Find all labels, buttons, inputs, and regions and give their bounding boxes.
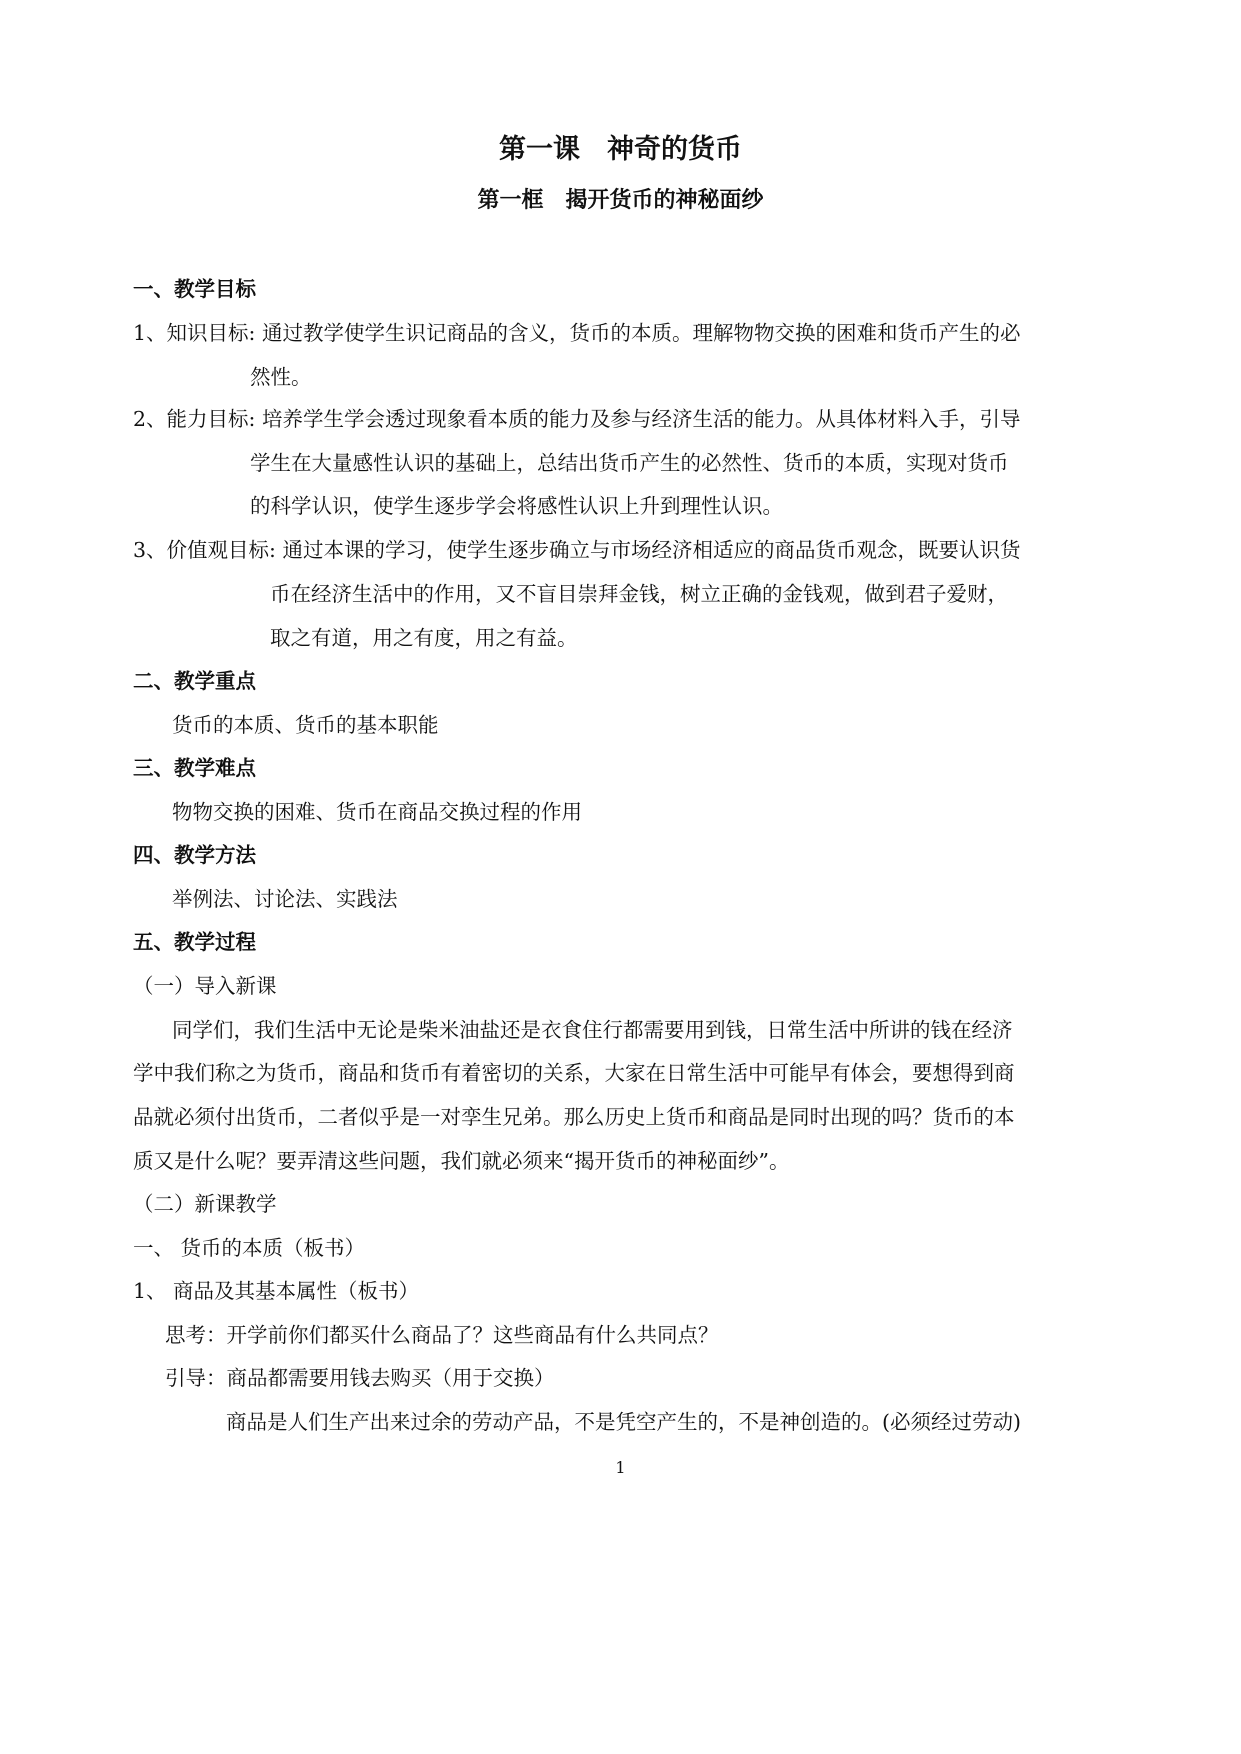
method-text: 举例法、讨论法、实践法 bbox=[172, 887, 398, 911]
new-lesson-heading: （二）新课教学 bbox=[133, 1192, 277, 1216]
think-question: 思考：开学前你们都买什么商品了？这些商品有什么共同点？ bbox=[165, 1323, 719, 1347]
point-commodity-attributes: 1、 商品及其基本属性（板书） bbox=[133, 1279, 420, 1303]
intro-paragraph-line-3: 品就必须付出货币，二者似乎是一对孪生兄弟。那么历史上货币和商品是同时出现的吗？货币的本 bbox=[133, 1105, 1015, 1129]
intro-paragraph-line-4: 质又是什么呢？要弄清这些问题，我们就必须来“揭开货币的神秘面纱”。 bbox=[133, 1149, 790, 1173]
guide-text: 引导：商品都需要用钱去购买（用于交换） bbox=[165, 1366, 555, 1390]
goal-values-line-1: 3、价值观目标: 通过本课的学习，使学生逐步确立与市场经济相适应的商品货币观念，既要认识货 bbox=[133, 538, 1021, 562]
point-money-essence: 一、 货币的本质（板书） bbox=[133, 1236, 366, 1260]
goal-values-line-2: 币在经济生活中的作用，又不盲目崇拜金钱，树立正确的金钱观，做到君子爱财， bbox=[270, 582, 1008, 606]
goal-ability-line-2: 学生在大量感性认识的基础上，总结出货币产生的必然性、货币的本质，实现对货币 bbox=[250, 451, 1009, 475]
goal-ability-line-1: 2、能力目标: 培养学生学会透过现象看本质的能力及参与经济生活的能力。从具体材料入手，引导 bbox=[133, 407, 1021, 431]
goal-knowledge-line-1: 1、知识目标: 通过教学使学生识记商品的含义，货币的本质。理解物物交换的困难和货币产生的必 bbox=[133, 321, 1021, 345]
intro-heading: （一）导入新课 bbox=[133, 974, 277, 998]
page-title: 第一课 神奇的货币 bbox=[499, 134, 742, 165]
section-heading-process: 五、教学过程 bbox=[133, 930, 256, 954]
intro-paragraph-line-2: 学中我们称之为货币，商品和货币有着密切的关系，大家在日常生活中可能早有体会，要想得到商 bbox=[133, 1061, 1015, 1085]
section-heading-method: 四、教学方法 bbox=[133, 843, 256, 867]
intro-paragraph-line-1: 同学们，我们生活中无论是柴米油盐还是衣食住行都需要用到钱，日常生活中所讲的钱在经济 bbox=[172, 1018, 1013, 1042]
page-number: 1 bbox=[615, 1458, 626, 1477]
section-heading-goals: 一、教学目标 bbox=[133, 277, 256, 301]
focus-text: 货币的本质、货币的基本职能 bbox=[172, 713, 439, 737]
page-subtitle: 第一框 揭开货币的神秘面纱 bbox=[477, 188, 764, 213]
goal-knowledge-line-2: 然性。 bbox=[250, 365, 312, 389]
goal-ability-line-3: 的科学认识，使学生逐步学会将感性认识上升到理性认识。 bbox=[250, 494, 783, 518]
explanation-text: 商品是人们生产出来过余的劳动产品，不是凭空产生的，不是神创造的。(必须经过劳动) bbox=[226, 1410, 1021, 1434]
goal-values-line-3: 取之有道，用之有度，用之有益。 bbox=[270, 626, 578, 650]
difficulty-text: 物物交换的困难、货币在商品交换过程的作用 bbox=[172, 800, 582, 824]
section-heading-difficulty: 三、教学难点 bbox=[133, 756, 256, 780]
section-heading-focus: 二、教学重点 bbox=[133, 669, 256, 693]
